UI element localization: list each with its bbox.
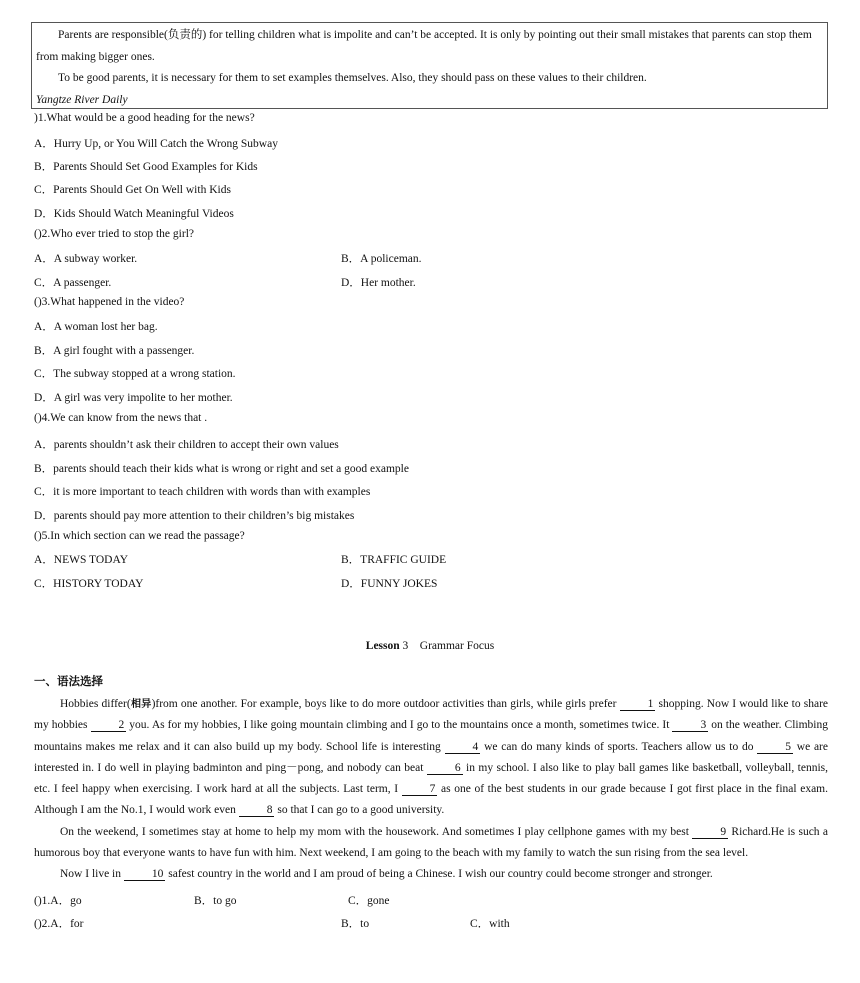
question-2-option-b[interactable]: B．A policeman. bbox=[341, 253, 422, 265]
grammar-question-2-number: ()2. bbox=[34, 918, 51, 930]
blank-5[interactable]: 5 bbox=[757, 741, 793, 754]
grammar-paragraph-1: Hobbies differ(相异)from one another. For example, boys like to do more outdoor activities than girls, while girls prefer 1 shopping. Now I would like to share my hobbies 2 you. As for my hobbies, I like going mountain climbing and I go to the mountains once a month, sometimes twice. It 3 on the weather. Climbing mountains makes me relax and it can also build up my body. School life is interesting 4 we can do many kinds of sports. Teachers allow us to do 5 we are interested in. I do well in playing badminton and ping－pong, and nobody can beat 6 in my school. I also like to play ball games like basketball, volleyball, tennis, etc. I feel happy when exercising. I work hard at all the subjects. Last term, I 7 as one of the best students in our grade because I got first place in the final exam. Although I am the No.1, I would work even 8 so that I can go to a good university. bbox=[34, 698, 829, 817]
passage-source: Yangtze River Daily bbox=[36, 93, 128, 106]
grammar-question-1-option-c[interactable]: C．gone bbox=[348, 895, 390, 907]
blank-8[interactable]: 8 bbox=[239, 804, 275, 817]
lesson-number: 3 bbox=[402, 640, 409, 652]
question-4-stem: ()4.We can know from the news that . bbox=[34, 412, 208, 424]
blank-2[interactable]: 2 bbox=[91, 719, 127, 732]
lesson-topic: Grammar Focus bbox=[419, 640, 495, 652]
question-2-option-d[interactable]: D．Her mother. bbox=[341, 277, 416, 289]
blank-4[interactable]: 4 bbox=[445, 741, 481, 754]
grammar-question-1-option-a[interactable]: A．go bbox=[50, 895, 82, 907]
question-1-option-c[interactable]: C．Parents Should Get On Well with Kids bbox=[34, 184, 231, 196]
grammar-question-2-option-c[interactable]: C．with bbox=[470, 918, 510, 930]
question-5-option-d[interactable]: D．FUNNY JOKES bbox=[341, 578, 438, 590]
question-4-option-c[interactable]: C．it is more important to teach children with words than with examples bbox=[34, 486, 371, 498]
question-2-option-c[interactable]: C．A passenger. bbox=[34, 277, 112, 289]
grammar-question-2-option-b[interactable]: B．to bbox=[341, 918, 370, 930]
passage-paragraph-1: Parents are responsible(负责的) for telling children what is impolite and can’t be accepted. It is only by pointing out their small mistakes that parents can stop them from making bigger ones. bbox=[36, 29, 812, 63]
blank-6[interactable]: 6 bbox=[427, 762, 463, 775]
grammar-paragraph-3: Now I live in 10 safest country in the world and I am proud of being a Chinese. I wish our country could become stronger and stronger. bbox=[60, 868, 713, 881]
section-heading: 一、语法选择 bbox=[34, 674, 103, 688]
question-4-option-a[interactable]: A．parents shouldn’t ask their children to accept their own values bbox=[34, 439, 339, 451]
blank-1[interactable]: 1 bbox=[620, 698, 656, 711]
blank-3[interactable]: 3 bbox=[672, 719, 708, 732]
question-3-option-d[interactable]: D．A girl was very impolite to her mother. bbox=[34, 392, 233, 404]
question-3-stem: ()3.What happened in the video? bbox=[34, 296, 185, 308]
question-3-option-b[interactable]: B．A girl fought with a passenger. bbox=[34, 345, 195, 357]
question-2-stem: ()2.Who ever tried to stop the girl? bbox=[34, 228, 194, 240]
lesson-title bbox=[0, 640, 860, 652]
grammar-passage bbox=[34, 694, 828, 886]
reading-passage-box bbox=[31, 22, 828, 109]
question-5-option-c[interactable]: C．HISTORY TODAY bbox=[34, 578, 144, 590]
question-4-option-d[interactable]: D．parents should pay more attention to their children’s big mistakes bbox=[34, 510, 355, 522]
grammar-question-2-option-a[interactable]: A．for bbox=[50, 918, 84, 930]
grammar-question-1-number: ()1. bbox=[34, 895, 51, 907]
question-1-option-b[interactable]: B．Parents Should Set Good Examples for Kids bbox=[34, 161, 258, 173]
question-1-option-a[interactable]: A．Hurry Up, or You Will Catch the Wrong Subway bbox=[34, 138, 278, 150]
blank-9[interactable]: 9 bbox=[692, 826, 728, 839]
grammar-question-1 bbox=[34, 892, 82, 908]
question-1-option-d[interactable]: D．Kids Should Watch Meaningful Videos bbox=[34, 208, 234, 220]
question-2-option-a[interactable]: A．A subway worker. bbox=[34, 253, 138, 265]
blank-10[interactable]: 10 bbox=[124, 868, 166, 881]
blank-7[interactable]: 7 bbox=[402, 783, 438, 796]
passage-paragraph-2: To be good parents, it is necessary for them to set examples themselves. Also, they should pass on these values to their children. bbox=[58, 72, 647, 84]
grammar-question-2 bbox=[34, 915, 84, 931]
question-4-option-b[interactable]: B．parents should teach their kids what is wrong or right and set a good example bbox=[34, 463, 409, 475]
question-5-stem: ()5.In which section can we read the passage? bbox=[34, 530, 245, 542]
question-3-option-a[interactable]: A．A woman lost her bag. bbox=[34, 321, 158, 333]
grammar-paragraph-2: On the weekend, I sometimes stay at home to help my mom with the housework. And sometimes I play cellphone games with my best 9 Richard.He is such a humorous boy that everyone wants to have fun with him. Next weekend, I am going to the beach with my family to watch the sun rising from the sea level. bbox=[34, 825, 829, 860]
question-5-option-b[interactable]: B．TRAFFIC GUIDE bbox=[341, 554, 447, 566]
question-1-stem: )1.What would be a good heading for the news? bbox=[34, 112, 255, 124]
lesson-label: Lesson bbox=[365, 640, 400, 652]
grammar-question-1-option-b[interactable]: B．to go bbox=[194, 895, 237, 907]
question-3-option-c[interactable]: C．The subway stopped at a wrong station. bbox=[34, 368, 236, 380]
question-5-option-a[interactable]: A．NEWS TODAY bbox=[34, 554, 129, 566]
